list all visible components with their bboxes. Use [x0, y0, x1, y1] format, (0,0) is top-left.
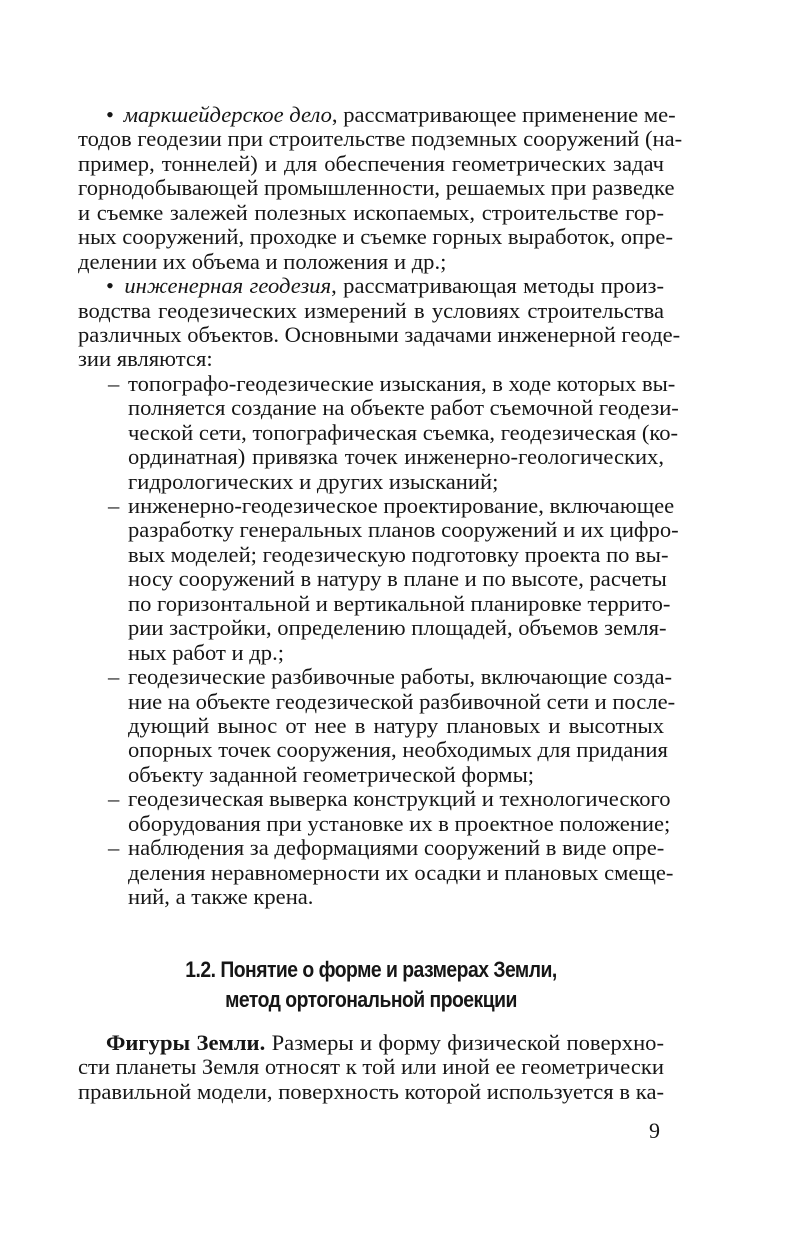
task-item-design	[78, 493, 679, 665]
bullet-item-engineering-geodesy	[78, 273, 681, 372]
text-line: дующий вынос от нее в натуру плановых и высотных	[128, 712, 664, 738]
section-heading-line-2: метод ортогональной проекции	[225, 987, 517, 1012]
text-line: ний, а также крена.	[128, 884, 314, 909]
text-line: полняется создание на объекте работ съемочной геодези-	[128, 395, 679, 421]
text-line: тодов геодезии при строительстве подземных сооружений (на-	[78, 126, 683, 152]
text-line: рии застройки, определению площадей, объемов земля-	[128, 615, 667, 641]
text-line: носу сооружений в натуру в плане и по высоте, расчеты	[128, 566, 667, 592]
term-engineering-geodesy: инженерная геодезия	[124, 273, 332, 299]
task-item-surveys	[78, 370, 679, 494]
text-line: различных объектов. Основными задачами инженерной геоде-	[78, 321, 681, 347]
text-line: наблюдения за деформациями сооружений в виде опре-	[128, 835, 665, 861]
term-mine-surveying: маркшейдерское дело	[123, 102, 332, 127]
text-line: водства геодезических измерений в условиях строительства	[78, 297, 664, 323]
task-item-staking	[78, 664, 676, 787]
text-line: Фигуры Земли. Размеры и форму физической поверхно-	[106, 1030, 664, 1055]
text-line: оборудования при установке их в проектное положение;	[128, 810, 671, 836]
text-line: делении их объема и положения и др.;	[78, 248, 447, 274]
text-line: вых моделей; геодезическую подготовку проекта по вы-	[128, 541, 669, 567]
text-line: горнодобывающей промышленности, решаемых при разведке	[78, 175, 675, 201]
page-number: 9	[649, 1118, 660, 1143]
text-line: топографо-геодезические изыскания, в ходе которых вы-	[128, 370, 676, 396]
text-line: разработку генеральных планов сооружений и их цифро-	[128, 517, 679, 543]
text-line: ние на объекте геодезической разбивочной сети и после-	[128, 688, 676, 714]
text-line: гидрологических и других изысканий;	[128, 468, 499, 494]
text-line: сти планеты Земля относят к той или иной ее геометрически	[78, 1054, 664, 1080]
text-line: пример, тоннелей) и для обеспечения геометрических задач	[78, 150, 664, 176]
dash-icon: –	[108, 664, 120, 690]
text-line: опорных точек сооружения, необходимых для придания	[128, 737, 668, 763]
dash-icon: –	[108, 493, 120, 518]
text-line: ческой сети, топографическая съемка, геодезическая (ко-	[128, 419, 679, 445]
section-heading-line-1: 1.2. Понятие о форме и размерах Земли,	[185, 957, 557, 982]
bullet-icon: •	[106, 102, 114, 127]
text-line: ных работ и др.;	[128, 639, 285, 665]
text-line: по горизонтальной и вертикальной планировке террито-	[128, 590, 671, 616]
text-line: геодезические разбивочные работы, включающие созда-	[128, 664, 672, 690]
task-item-deformation	[78, 835, 674, 909]
task-list	[78, 370, 679, 910]
body-text	[78, 102, 683, 909]
text-line: ординатная) привязка точек инженерно-геологических,	[128, 444, 664, 470]
bullet-icon: •	[106, 273, 114, 299]
bullet-item-mine-surveying	[78, 102, 683, 274]
figures-paragraph	[78, 1031, 664, 1104]
text-line: объекту заданной геометрической формы;	[128, 761, 535, 787]
text-line: инженерно-геодезическое проектирование, включающее	[128, 493, 675, 518]
text-line: правильной модели, поверхность которой используется в ка-	[78, 1078, 664, 1104]
text-line: • инженерная геодезия, рассматривающая методы произ-	[106, 273, 664, 299]
figures-lead: Фигуры Земли.	[106, 1030, 266, 1055]
text-line: • маркшейдерское дело, рассматривающее применение ме-	[106, 102, 676, 127]
text-line: геодезическая выверка конструкций и технологического	[128, 786, 671, 812]
dash-icon: –	[108, 786, 120, 812]
text-line: ных сооружений, проходке и съемке горных выработок, опре-	[78, 224, 673, 250]
text-line: и съемке залежей полезных ископаемых, строительстве гор-	[78, 199, 664, 225]
dash-icon: –	[108, 835, 120, 861]
text-line: деления неравномерности их осадки и плановых смеще-	[128, 859, 674, 885]
text-line: зии являются:	[78, 346, 213, 372]
task-item-alignment	[78, 786, 671, 836]
dash-icon: –	[108, 370, 120, 396]
